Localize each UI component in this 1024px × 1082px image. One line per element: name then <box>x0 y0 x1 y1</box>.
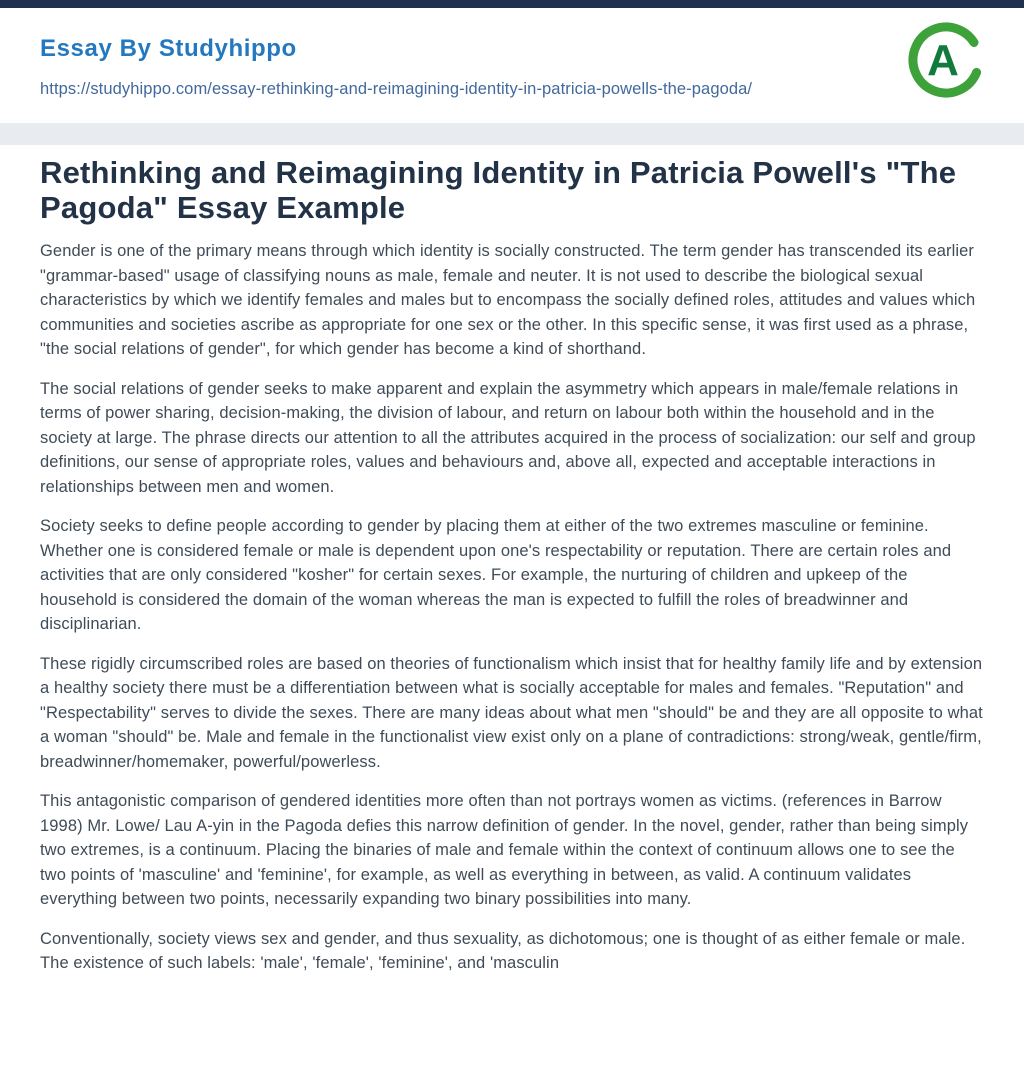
essay-body <box>40 239 984 976</box>
studyhippo-logo[interactable] <box>906 20 986 100</box>
essay-paragraph-1: Gender is one of the primary means through which identity is socially constructed. The term gender has transcended its earlier "grammar-based" usage of classifying nouns as male, female and neuter. It is not used to describe the biological sexual characteristics by which we identify females and males but to encompass the socially defined roles, attitudes and values which communities and societies ascribe as appropriate for one sex or the other. In this specific sense, it was first used as a phrase, "the social relations of gender", for which gender has become a kind of shorthand. <box>40 242 976 358</box>
site-title: Essay By Studyhippo <box>40 35 297 62</box>
essay-paragraph-5: This antagonistic comparison of gendered identities more often than not portrays women as victims. (references in Barrow 1998) Mr. Lowe/ Lau A-yin in the Pagoda defies this narrow definition of gender. In the novel, gender, rather than being simply two extremes, is a continuum. Placing the binaries of male and female within the context of continuum allows one to see the two points of 'masculine' and 'feminine', for example, as well as everything in between, as valid. A continuum validates everything between two points, necessarily expanding two binary possibilities into many. <box>40 792 969 908</box>
top-accent-bar <box>0 0 1024 8</box>
article-content <box>0 145 1024 976</box>
article-url-link[interactable]: https://studyhippo.com/essay-rethinking-and-reimagining-identity-in-patricia-powells-the-pagoda/ <box>40 80 753 98</box>
page-header <box>0 8 1024 103</box>
essay-title: Rethinking and Reimagining Identity in Patricia Powell's "The Pagoda" Essay Example <box>40 155 957 225</box>
logo-a-icon <box>906 20 986 100</box>
essay-paragraph-6: Conventionally, society views sex and gender, and thus sexuality, as dichotomous; one is thought of as either female or male. The existence of such labels: 'male', 'female', 'feminine', and 'masculin <box>40 929 966 972</box>
logo-letter: A <box>927 36 959 85</box>
essay-paragraph-2: The social relations of gender seeks to make apparent and explain the asymmetry which appears in male/female relations in terms of power sharing, decision-making, the division of labour, and return on labour both within the household and in the society at large. The phrase directs our attention to all the attributes acquired in the process of socialization: our self and group definitions, our sense of appropriate roles, values and behaviours and, above all, expected and acceptable interactions in relationships between men and women. <box>40 379 976 496</box>
header-divider-band <box>0 123 1024 145</box>
essay-paragraph-4: These rigidly circumscribed roles are based on theories of functionalism which insist that for healthy family life and by extension a healthy society there must be a differentiation between what is socially acceptable for males and females. "Reputation" and "Respectability" serves to divide the sexes. There are many ideas about what men "should" be and they are all opposite to what a woman "should" be. Male and female in the functionalist view exist only on a plane of contradictions: strong/weak, gentle/firm, breadwinner/homemaker, powerful/powerless. <box>40 654 983 771</box>
essay-paragraph-3: Society seeks to define people according to gender by placing them at either of the two extremes masculine or feminine. Whether one is considered female or male is dependent upon one's respectability or reputation. There are certain roles and activities that are only considered "kosher" for certain sexes. For example, the nurturing of children and upkeep of the household is considered the domain of the woman whereas the man is expected to fulfill the roles of breadwinner and disciplinarian. <box>40 517 952 633</box>
